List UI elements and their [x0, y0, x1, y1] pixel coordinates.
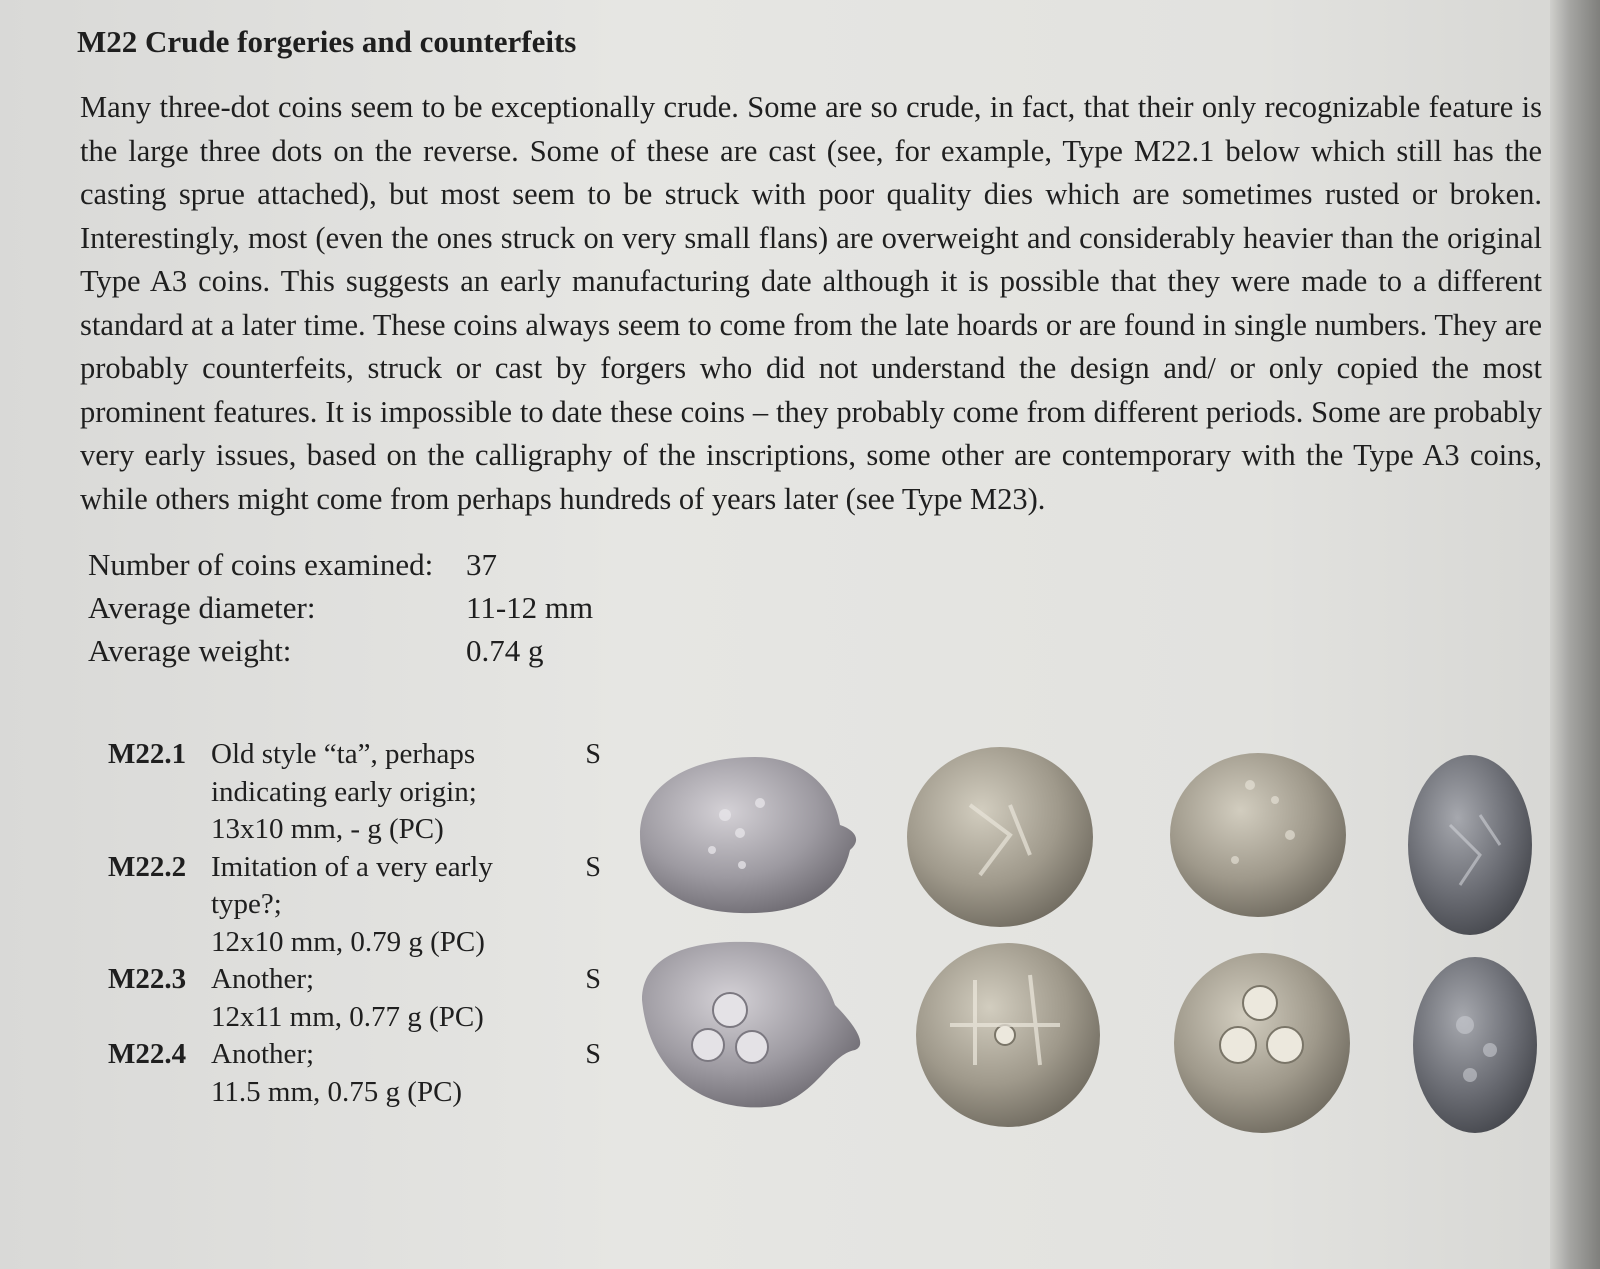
stat-label: Average diameter: — [88, 590, 316, 625]
description-line: Another; — [211, 963, 315, 995]
coin-photographs — [630, 745, 1550, 1165]
coin-m22-1-reverse — [642, 942, 860, 1108]
type-entry — [108, 961, 628, 1036]
description-line: 11.5 mm, 0.75 g (PC) — [211, 1075, 463, 1108]
description-line: Imitation of a very early — [211, 850, 493, 883]
rarity-mark: S — [585, 739, 601, 770]
coin-m22-3-reverse — [1174, 953, 1350, 1133]
coin-m22-1-obverse — [640, 757, 856, 913]
rarity-mark: S — [585, 1039, 601, 1070]
coin-statistics — [88, 543, 593, 672]
type-entry — [108, 736, 628, 849]
description-line: Old style “ta”, perhaps — [211, 738, 476, 770]
stat-value: 0.74 g — [466, 633, 544, 668]
type-code: M22.1 — [108, 738, 187, 770]
coin-m22-2-obverse — [907, 747, 1093, 927]
type-entry — [108, 849, 628, 962]
rarity-mark: S — [585, 851, 601, 883]
type-description — [211, 961, 511, 1036]
stat-label: Average weight: — [88, 633, 292, 668]
intro-paragraph: Many three-dot coins seem to be exceptionally crude. Some are so crude, in fact, that their only recognizable feature is the large three dots on the reverse. Some of these are cast (see, for example, Type M22.1 below which still has the casting sprue attached), but most seem to be struck with poor quality dies which are sometimes rusted or broken. Interestingly, most (even the ones struck on very small flans) are overweight and considerably heavier than the original Type A3 coins. This suggests an early manufacturing date although it is possible that they were made to a different standard at a later time. These coins always seem to come from the late hoards or are found in single numbers. They are probably counterfeits, struck or cast by forgers who did not understand the design and/ or only copied the most prominent features. It is impossible to date these coins – they probably come from different periods. Some are probably very early issues, based on the calligraphy of the inscriptions, some other are contemporary with the Type A3 coins, while others might come from perhaps hundreds of years later (see Type M23). — [80, 90, 1542, 516]
description-line: 12x11 mm, 0.77 g (PC) — [211, 1000, 484, 1033]
stat-row — [88, 543, 593, 586]
stat-label: Number of coins examined: — [88, 547, 434, 582]
stat-value: 11-12 mm — [466, 590, 594, 625]
type-description — [211, 1036, 511, 1111]
type-code: M22.2 — [108, 850, 187, 883]
rarity-mark: S — [585, 964, 601, 995]
description-line: indicating early origin; — [211, 775, 477, 808]
description-line: 12x10 mm, 0.79 g (PC) — [211, 925, 485, 958]
coin-m22-2-reverse-marks — [995, 1025, 1015, 1045]
coin-m22-3-obverse — [1170, 753, 1346, 917]
description-line: Another; — [211, 1038, 315, 1070]
section-heading: M22 Crude forgeries and counterfeits — [77, 24, 577, 59]
description-line: 13x10 mm, - g (PC) — [211, 813, 444, 845]
stat-value: 37 — [466, 547, 497, 582]
page-edge-shadow — [1550, 0, 1600, 1269]
type-description — [211, 736, 511, 849]
stat-row — [88, 586, 593, 629]
stat-row — [88, 629, 593, 672]
type-entry — [108, 1036, 628, 1111]
type-code: M22.3 — [108, 963, 187, 995]
type-code: M22.4 — [108, 1038, 187, 1070]
coin-m22-4-reverse — [1413, 957, 1537, 1133]
type-description — [211, 849, 511, 962]
description-line: type?; — [211, 888, 282, 920]
type-entries — [108, 736, 628, 1111]
